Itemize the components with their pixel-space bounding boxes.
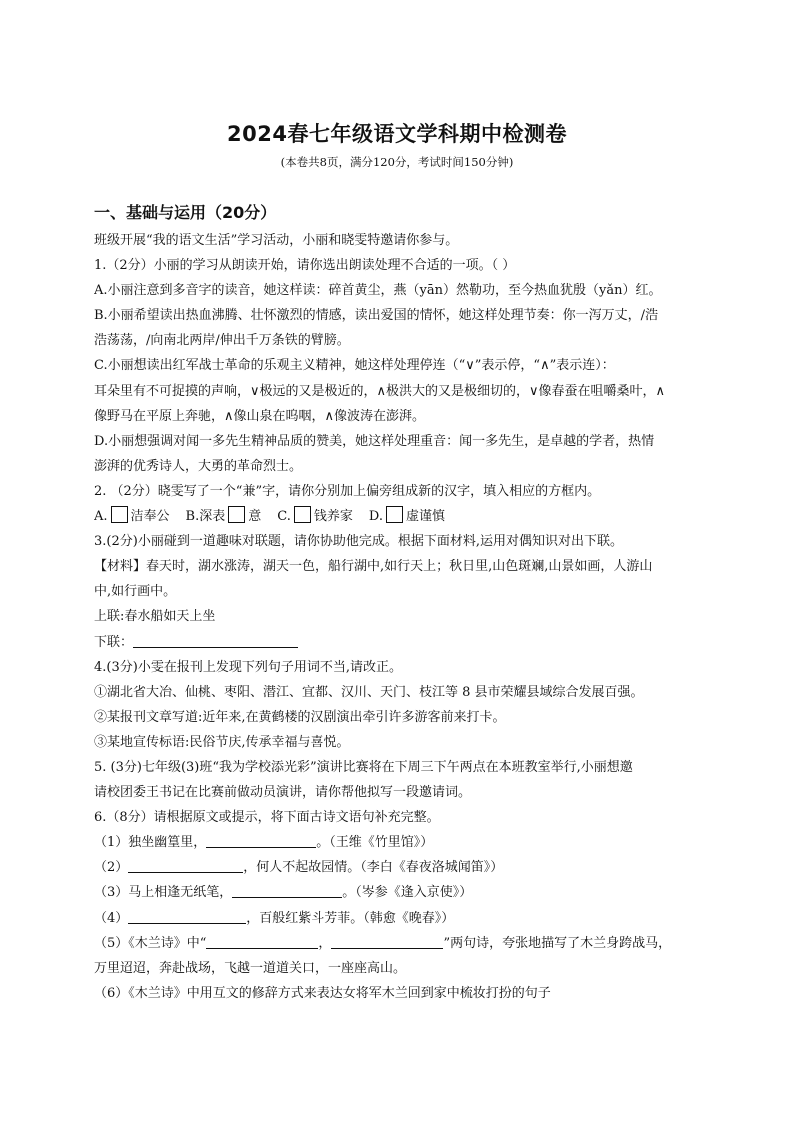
q3-material-line2: 中,如行画中。 [94,584,177,600]
q2-option-b-text: 意 [248,509,262,525]
option-1c-line1: C.小丽想读出红军战士革命的乐观主义精神，她这样处理停连（“∨”表示停，“∧”表示连）： [94,358,615,374]
q2-option-a-text: 洁奉公 [130,509,170,525]
q6-2-suffix: ，何人不起故园情。（李白《春夜洛城闻笛》） [243,860,504,876]
q2-box-b[interactable] [228,506,245,523]
option-1b-line2: 浩荡荡，/向南北两岸/伸出千万条铁的臂膀。 [94,333,350,349]
q4-sentence-1: ①湖北省大冶、仙桃、枣阳、潜江、宜都、汉川、天门、枝江等 8 县市荣耀县域综合发展百强。 [94,684,644,700]
q6-1-suffix: 。（王维《竹里馆》） [316,835,434,851]
q2-box-d[interactable] [386,506,403,523]
option-1b-line1: B.小丽希望读出热血沸腾、壮怀激烈的情感，读出爱国的情怀，她这样处理节奏：你一泻万丈，/浩 [94,308,659,324]
q6-item-4 [94,906,706,931]
q2-box-a[interactable] [111,506,128,523]
q2-option-d-text: 虚谨慎 [405,509,445,525]
q2-option-b-label: B.深表 [185,509,226,525]
q6-5-blank-2[interactable] [331,934,443,949]
intro-line: 班级开展“我的语文生活”学习活动，小丽和晓雯特邀请你参与。 [94,233,459,248]
question-4: 4.(3分)小雯在报刊上发现下列句子用词不当,请改正。 [94,659,402,675]
question-2-options [94,504,706,529]
q6-5-blank-1[interactable] [206,934,318,949]
q3-material-line1: 【材料】春天时，湖水涨涛，湖天一色，船行湖中,如行天上；秋日里,山色斑斓,山景如画，人游山 [94,559,653,575]
q6-1-prefix: （1）独坐幽篁里， [94,835,207,851]
q3-answer-blank[interactable] [133,633,298,648]
q6-4-suffix: ，百般红紫斗芳菲。（韩愈《晚春》） [246,910,455,926]
q6-5-comma: ， [318,935,332,951]
q6-item-6: （6）《木兰诗》中用互文的修辞方式来表达女将军木兰回到家中梳妆打扮的句子 [94,985,551,1001]
q6-item-3 [94,880,706,905]
q2-option-c-label: C. [277,509,291,525]
q6-5-prefix: （5）《木兰诗》中“ [94,935,207,951]
section-heading: 一、基础与运用（20分） [94,203,277,222]
q4-sentence-2: ②某报刊文章写道:近年来,在黄鹤楼的汉剧演出牵引许多游客前来打卡。 [94,709,506,725]
option-1d-line1: D.小丽想强调对闻一多先生精神品质的赞美，她这样处理重音：闻一多先生，是卓越的学者，热情 [94,433,655,449]
q6-2-blank[interactable] [128,858,243,873]
q4-sentence-3: ③某地宣传标语:民俗节庆,传承幸福与喜悦。 [94,734,350,750]
q2-box-c[interactable] [294,506,311,523]
q6-item-1 [94,830,706,855]
q6-1-blank[interactable] [206,833,316,848]
q3-upper-couplet: 上联:春水船如天上坐 [94,609,216,625]
option-1c-line2: 耳朵里有不可捉摸的声响，∨极远的又是极近的，∧极洪大的又是极细切的，∨像春蚕在咀嚼桑叶，∧ [94,383,666,399]
option-1c-line3: 像野马在平原上奔驰，∧像山泉在呜咽，∧像波涛在澎湃。 [94,408,426,424]
q6-3-prefix: （3）马上相逢无纸笔， [94,885,233,901]
q3-lower-label: 下联： [94,634,134,650]
page-title: 2024春七年级语文学科期中检测卷 [227,122,567,146]
option-1d-line2: 澎湃的优秀诗人，大勇的革命烈士。 [94,458,303,474]
q6-item-5-line2: 万里迢迢，奔赴战场，飞越一道道关口，一座座高山。 [94,960,407,976]
q6-5-suffix: ”两句诗，夸张地描写了木兰身跨战马， [443,935,672,951]
question-1: 1.（2分）小丽的学习从朗读开始，请你选出朗读处理不合适的一项。（ ） [94,258,516,274]
q6-3-suffix: 。（岑参《逢入京使》） [342,885,473,901]
q2-option-a-label: A. [94,509,108,525]
page-subtitle: (本卷共8页，满分120分，考试时间150分钟) [280,155,514,169]
q2-option-d-label: D. [368,509,383,525]
question-body [94,228,706,1006]
q6-2-prefix: （2） [94,860,129,876]
q2-option-c-text: 钱养家 [313,509,353,525]
q6-4-prefix: （4） [94,910,129,926]
question-2: 2. （2分）晓雯写了一个“兼”字，请你分别加上偏旁组成新的汉字，填入相应的方框内。 [94,483,601,499]
q6-item-5 [94,931,706,956]
question-5-line1: 5. (3分)七年级(3)班“我为学校添光彩”演讲比赛将在下周三下午两点在本班教室举行,小丽想邀 [94,759,633,775]
q6-4-blank[interactable] [128,909,246,924]
option-1a: A.小丽注意到多音字的读音，她这样读：碎首黄尘，燕（yān）然勒功，至今热血犹殷（yǎn）红。 [94,283,662,299]
q3-lower-couplet [94,630,706,655]
question-3: 3.(2分)小丽碰到一道趣味对联题，请你协助他完成。根据下面材料,运用对偶知识对出下联。 [94,534,623,550]
q6-3-blank[interactable] [232,883,342,898]
q6-item-2 [94,855,706,880]
question-6: 6.（8分）请根据原文或提示，将下面古诗文语句补充完整。 [94,810,440,826]
question-5-line2: 请校团委王书记在比赛前做动员演讲，请你帮他拟写一段邀请词。 [94,785,472,801]
